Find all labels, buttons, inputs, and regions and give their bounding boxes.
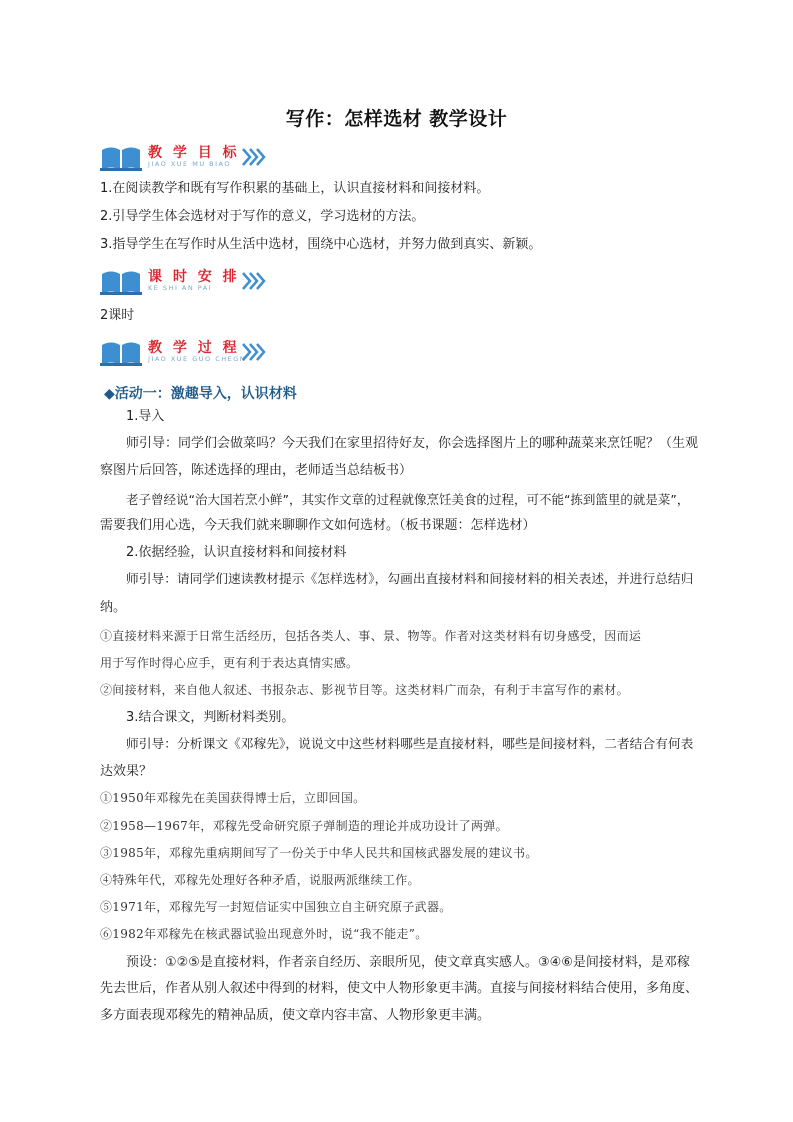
paragraph-line: 师引导：请同学们速读教材提示《怎样选材》，勾画出直接材料和间接材料的相关表述，并进行总结归 bbox=[126, 572, 694, 587]
material-item: ⑥1982年邓稼先在核武器试验出现意外时，说“我不能走”。 bbox=[100, 927, 428, 941]
section-header-goals bbox=[100, 142, 300, 174]
chevron-right-icon bbox=[241, 270, 267, 292]
goal-item: 3.指导学生在写作时从生活中选材，围绕中心选材，并努力做到真实、新颖。 bbox=[100, 237, 542, 252]
answer-line: 预设：①②⑤是直接材料，作者亲自经历、亲眼所见，使文章真实感人。③④⑥是间接材料，是邓稼 bbox=[126, 955, 690, 970]
quote-line: ②间接材料，来自他人叙述、书报杂志、影视节目等。这类材料广而杂，有利于丰富写作的素材。 bbox=[100, 683, 629, 697]
paragraph-line: 察图片后回答，陈述选择的理由，老师适当总结板书） bbox=[100, 463, 413, 478]
quote-line: 用于写作时得心应手，更有利于表达真情实感。 bbox=[100, 656, 359, 670]
step-heading: 3.结合课文，判断材料类别。 bbox=[126, 710, 295, 725]
answer-line: 多方面表现邓稼先的精神品质，使文章内容丰富、人物形象更丰满。 bbox=[100, 1008, 491, 1023]
section-pinyin: JIAO XUE GUO CHEGN bbox=[148, 355, 247, 363]
section-pinyin: JIAO XUE MU BIAO bbox=[148, 160, 231, 168]
material-item: ④特殊年代，邓稼先处理好各种矛盾，说服两派继续工作。 bbox=[100, 873, 420, 887]
document-title: 写作：怎样选材 教学设计 bbox=[285, 108, 508, 130]
section-title: 教 学 过 程 bbox=[148, 340, 240, 356]
step-heading: 2.依据经验，认识直接材料和间接材料 bbox=[126, 545, 347, 560]
paragraph-line: 达效果？ bbox=[100, 764, 153, 779]
quote-line: ①直接材料来源于日常生活经历，包括各类人、事、景、物等。作者对这类材料有切身感受，因而运 bbox=[100, 629, 642, 643]
open-book-icon bbox=[100, 268, 142, 296]
section-pinyin: KE SHI AN PAI bbox=[148, 284, 213, 292]
schedule-text: 2课时 bbox=[100, 308, 135, 323]
answer-line: 先去世后，作者从别人叙述中得到的材料，使文中人物形象更丰满。直接与间接材料结合使用，多角度、 bbox=[100, 981, 699, 996]
goal-item: 1.在阅读教学和既有写作积累的基础上，认识直接材料和间接材料。 bbox=[100, 181, 490, 196]
material-item: ①1950年邓稼先在美国获得博士后，立即回国。 bbox=[100, 791, 366, 805]
open-book-icon bbox=[100, 144, 142, 172]
paragraph-line: 老子曾经说“治大国若烹小鲜”，其实作文章的过程就像烹饪美食的过程，可不能“拣到篮里的就是菜”， bbox=[126, 492, 690, 507]
chevron-right-icon bbox=[241, 341, 267, 363]
material-item: ②1958—1967年，邓稼先受命研究原子弹制造的理论并成功设计了两弹。 bbox=[100, 819, 508, 833]
material-item: ⑤1971年，邓稼先写一封短信证实中国独立自主研究原子武器。 bbox=[100, 900, 452, 914]
chevron-right-icon bbox=[241, 146, 267, 168]
paragraph-line: 纳。 bbox=[100, 600, 127, 615]
step-heading: 1.导入 bbox=[126, 409, 165, 424]
paragraph-line: 师引导：分析课文《邓稼先》，说说文中这些材料哪些是直接材料，哪些是间接材料，二者结合有何表 bbox=[126, 737, 694, 752]
section-title: 教 学 目 标 bbox=[148, 145, 240, 161]
section-title: 课 时 安 排 bbox=[148, 269, 240, 285]
paragraph-line: 师引导：同学们会做菜吗？今天我们在家里招待好友，你会选择图片上的哪种蔬菜来烹饪呢？（生观 bbox=[126, 436, 699, 451]
open-book-icon bbox=[100, 339, 142, 367]
section-header-process bbox=[100, 337, 300, 369]
activity-heading: ◆活动一：激趣导入，认识材料 bbox=[104, 386, 297, 402]
material-item: ③1985年，邓稼先重病期间写了一份关于中华人民共和国核武器发展的建议书。 bbox=[100, 846, 538, 860]
section-header-schedule bbox=[100, 266, 300, 298]
paragraph-line: 需要我们用心选，今天我们就来聊聊作文如何选材。（板书课题：怎样选材） bbox=[100, 518, 536, 533]
goal-item: 2.引导学生体会选材对于写作的意义，学习选材的方法。 bbox=[100, 209, 425, 224]
